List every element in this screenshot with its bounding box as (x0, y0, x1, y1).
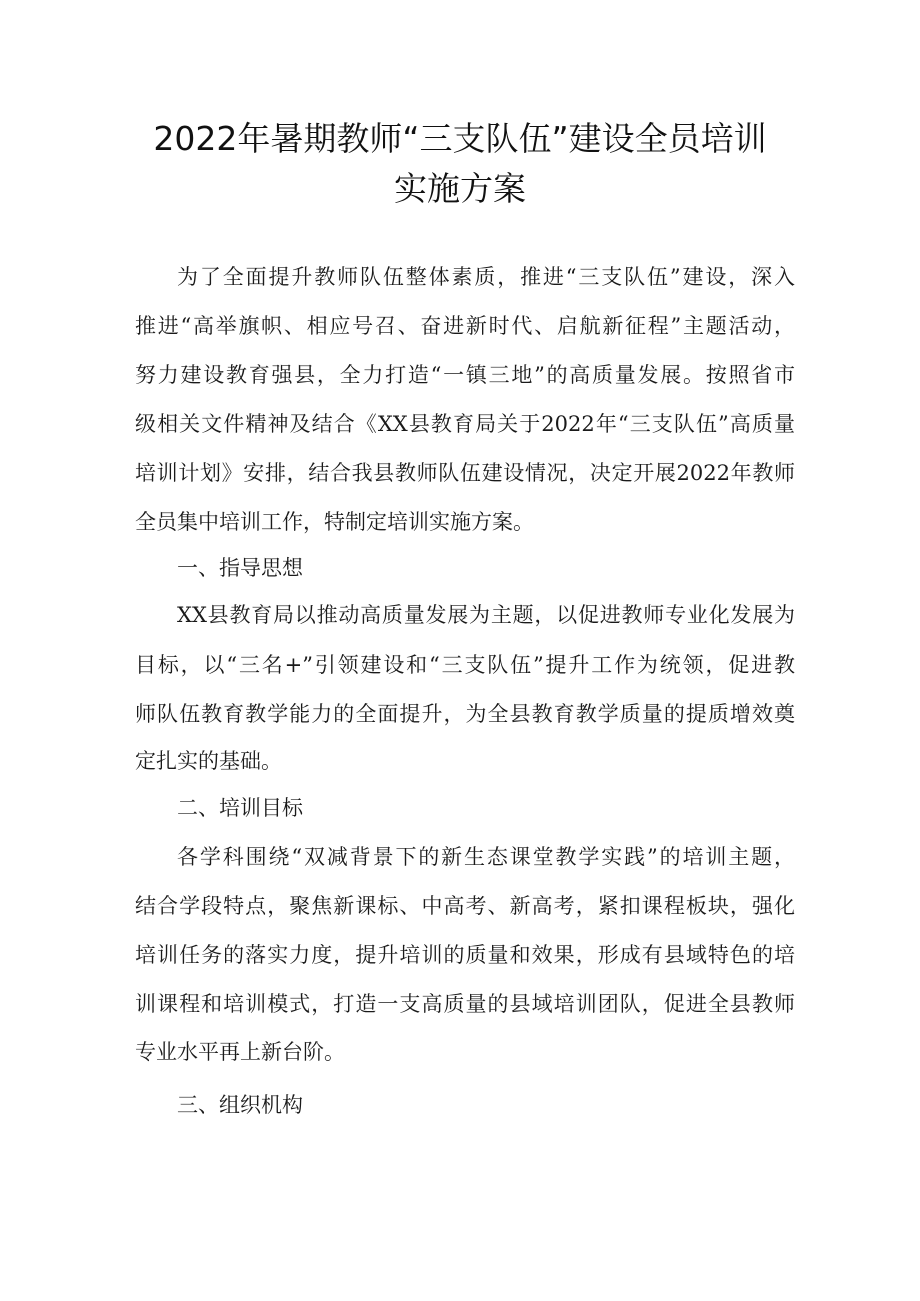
section-heading-guiding-ideology: 一、指导思想 (177, 556, 303, 580)
section2-line-3: 培训任务的落实力度，提升培训的质量和效果，形成有县域特色的培 (135, 943, 795, 967)
section2-line-4: 训课程和培训模式，打造一支高质量的县域培训团队，促进全县教师 (135, 992, 795, 1016)
document-title-line-1: 2022年暑期教师“三支队伍”建设全员培训 (153, 119, 767, 158)
intro-line-2: 推进“高举旗帜、相应号召、奋进新时代、启航新征程”主题活动， (135, 314, 795, 338)
section2-line-1: 各学科围绕“双减背景下的新生态课堂教学实践”的培训主题， (177, 845, 795, 869)
section1-line-4: 定扎实的基础。 (135, 749, 282, 773)
section1-line-3: 师队伍教育教学能力的全面提升，为全县教育教学质量的提质增效奠 (135, 702, 795, 726)
section-heading-training-goals: 二、培训目标 (177, 796, 303, 820)
intro-line-4: 级相关文件精神及结合《XX县教育局关于2022年“三支队伍”高质量 (135, 412, 795, 436)
intro-line-1: 为了全面提升教师队伍整体素质，推进“三支队伍”建设，深入 (177, 265, 795, 289)
section2-line-5: 专业水平再上新台阶。 (135, 1040, 345, 1064)
section1-line-1: XX县教育局以推动高质量发展为主题，以促进教师专业化发展为 (177, 603, 795, 627)
section2-line-2: 结合学段特点，聚焦新课标、中高考、新高考，紧扣课程板块，强化 (135, 894, 795, 918)
section-heading-organization: 三、组织机构 (177, 1093, 303, 1117)
document-title-line-2: 实施方案 (394, 169, 526, 208)
intro-line-5: 培训计划》安排，结合我县教师队伍建设情况，决定开展2022年教师 (135, 461, 795, 485)
section1-line-2: 目标，以“三名+”引领建设和“三支队伍”提升工作为统领，促进教 (135, 653, 795, 677)
intro-line-6: 全员集中培训工作，特制定培训实施方案。 (135, 510, 534, 534)
intro-line-3: 努力建设教育强县，全力打造“一镇三地”的高质量发展。按照省市 (135, 363, 795, 387)
